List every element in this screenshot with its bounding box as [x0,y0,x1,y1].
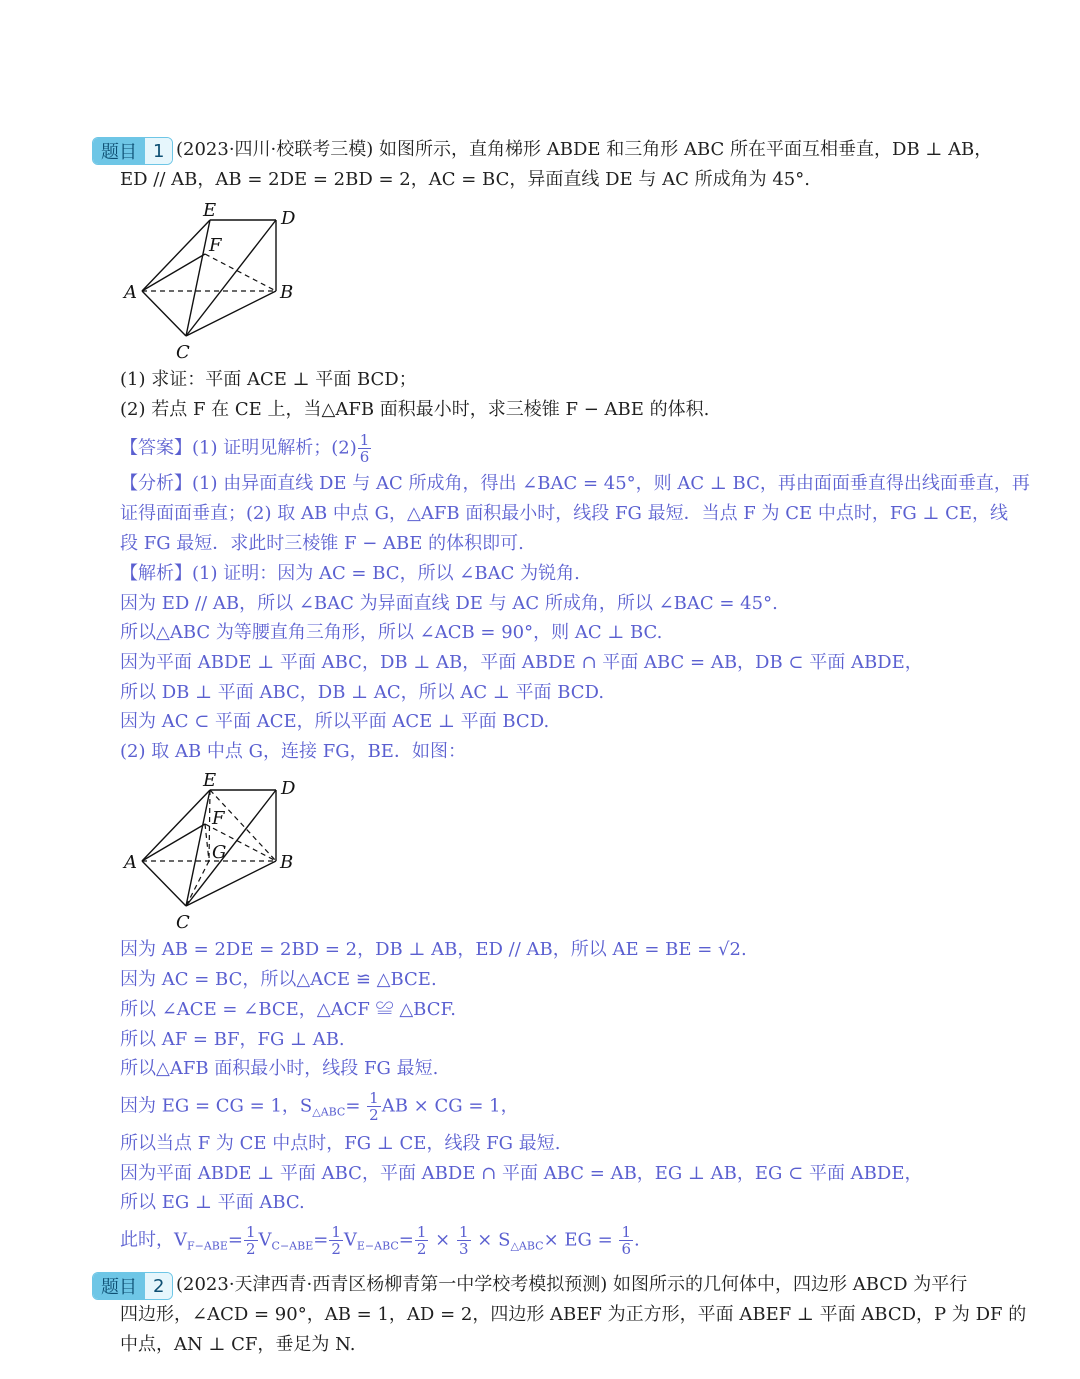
fig1-label-B: B [280,282,294,303]
fig2-label-G: G [212,842,227,863]
problem2-statement-line2: 四边形，∠ACD = 90°，AB = 1，AD = 2，四边形 ABEF 为正方形，平面 ABEF ⊥ 平面 ABCD，P 为 DF 的 [120,1304,1027,1325]
badge-label: 题目 [93,138,145,164]
fig2-label-D: D [281,778,296,799]
answer-text: 【答案】(1) 证明见解析；(2) [120,437,357,459]
badge-number: 2 [145,1273,172,1299]
solution-line2: 因为 ED // AB，所以 ∠BAC 为异面直线 DE 与 AC 所成角，所以 ∠BAC = 45°. [120,593,778,614]
fig1-label-D: D [281,208,296,229]
solution-line14: 所以当点 F 为 CE 中点时，FG ⊥ CE，线段 FG 最短. [120,1133,561,1154]
fig1-label-A: A [124,282,137,303]
analysis-line2: 证得面面垂直；(2) 取 AB 中点 G，△AFB 面积最小时，线段 FG 最短．当点 F 为 CE 中点时，FG ⊥ CE，线 [120,503,1009,524]
problem-badge-2 [92,1272,173,1300]
fig1-label-E: E [203,200,217,221]
geometry-figure-1 [118,196,318,364]
problem-badge-1 [92,137,173,165]
solution-line7: (2) 取 AB 中点 G，连接 FG，BE．如图： [120,741,466,762]
analysis-line3: 段 FG 最短．求此时三棱锥 F − ABE 的体积即可. [120,533,524,554]
solution-line4: 因为平面 ABDE ⊥ 平面 ABC，DB ⊥ AB，平面 ABDE ∩ 平面 ABC = AB，DB ⊂ 平面 ABDE， [120,652,923,673]
solution-line3: 所以△ABC 为等腰直角三角形，所以 ∠ACB = 90°，则 AC ⊥ BC. [120,622,663,643]
fig2-label-C: C [176,912,190,933]
fraction-half: $\frac{1}{2}$ [369,1089,379,1124]
fig2-label-B: B [280,852,294,873]
solution-line5: 所以 DB ⊥ 平面 ABC，DB ⊥ AC，所以 AC ⊥ 平面 BCD. [120,682,605,703]
answer-fraction: $\frac{1}{6}$ [359,431,370,466]
answer-line [120,432,372,465]
solution-line17: 此时，$V_{F-ABE}=$ $\frac{1}{2}$ $V_{C-ABE}=$ $\frac{1}{2}$ $V_{E-ABC}=$ $\frac{1}{2}$ × $\frac{1}{3}$ × $S_{\triangle ABC}\times$ EG = $\frac{1}{6}$ . [120,1223,640,1258]
fig2-label-F: F [212,808,225,829]
solution-line9: 因为 AC = BC，所以△ACE ≌ △BCE. [120,969,437,990]
badge-label: 题目 [93,1273,145,1299]
solution-line16: 所以 EG ⊥ 平面 ABC. [120,1192,305,1213]
analysis-line1: 【分析】(1) 由异面直线 DE 与 AC 所成角，得出 ∠BAC = 45°，则 AC ⊥ BC，再由面面垂直得出线面垂直，再 [120,473,1030,494]
question-1: (1) 求证：平面 ACE ⊥ 平面 BCD； [120,369,417,390]
solution-line13: 因为 EG = CG = 1，$S_{\triangle ABC}=$ $\frac{1}{2}$ AB × CG = 1， [120,1089,519,1124]
solution-line1: 【解析】(1) 证明：因为 AC = BC，所以 ∠BAC 为锐角. [120,563,580,584]
solution-line15: 因为平面 ABDE ⊥ 平面 ABC，平面 ABDE ∩ 平面 ABC = AB，EG ⊥ AB，EG ⊂ 平面 ABDE， [120,1163,923,1184]
geometry-figure-2 [118,766,318,934]
fig1-label-C: C [176,342,190,363]
problem1-statement-line2: ED // AB，AB = 2DE = 2BD = 2，AC = BC，异面直线 DE 与 AC 所成角为 45°. [120,169,810,190]
question-2: (2) 若点 F 在 CE 上，当△AFB 面积最小时，求三棱锥 F − ABE 的体积. [120,399,710,420]
problem2-statement-line1: (2023·天津西青·西青区杨柳青第一中学校考模拟预测) 如图所示的几何体中，四边形 ABCD 为平行 [176,1274,968,1295]
problem2-statement-line3: 中点，AN ⊥ CF，垂足为 N. [120,1334,356,1355]
solution-line11: 所以 AF = BF，FG ⊥ AB. [120,1029,345,1050]
problem1-statement-line1: (2023·四川·校联考三模) 如图所示，直角梯形 ABDE 和三角形 ABC 所在平面互相垂直，DB ⊥ AB， [176,139,993,160]
fig2-label-E: E [203,770,217,791]
solution-line10: 所以 ∠ACE = ∠BCE，△ACF ≌ △BCF. [120,999,456,1020]
solution-line8: 因为 AB = 2DE = 2BD = 2，DB ⊥ AB，ED // AB，所以 AE = BE = √2. [120,939,747,960]
solution-line12: 所以△AFB 面积最小时，线段 FG 最短. [120,1058,439,1079]
fig1-label-F: F [209,235,222,256]
badge-number: 1 [145,138,172,164]
solution-line6: 因为 AC ⊂ 平面 ACE，所以平面 ACE ⊥ 平面 BCD. [120,711,550,732]
fig2-label-A: A [124,852,137,873]
